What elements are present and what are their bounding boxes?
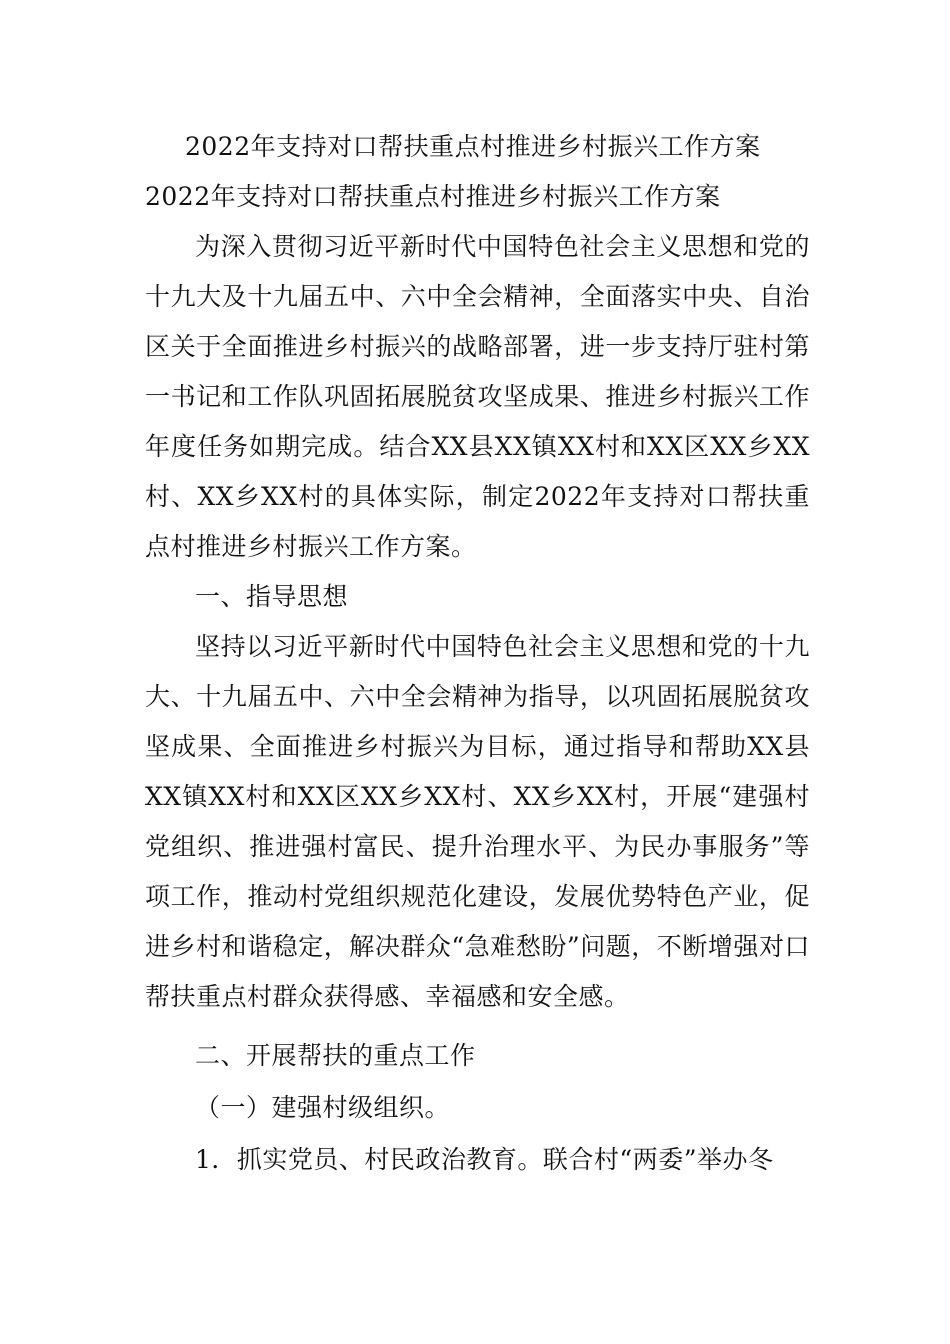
- section-heading-key-work: 二、开展帮扶的重点工作: [195, 1041, 476, 1070]
- subsection-heading-organization: （一）建强村级组织。: [195, 1093, 451, 1122]
- intro-paragraph: 为深入贯彻习近平新时代中国特色社会主义思想和党的十九大及十九届五中、六中全会精神，全面落实中央、自治区关于全面推进乡村振兴的战略部署，进一步支持厅驻村第一书记和工作队巩固拓展脱贫攻坚成果、推进乡村振兴工作年度任务如期完成。结合XX县XX镇XX村和XX区XX乡XX村、XX乡XX村的具体实际，制定2022年支持对口帮扶重点村推进乡村振兴工作方案。: [145, 232, 810, 561]
- document-title: 2022年支持对口帮扶重点村推进乡村振兴工作方案: [185, 132, 761, 161]
- document-subtitle: 2022年支持对口帮扶重点村推进乡村振兴工作方案: [145, 182, 721, 211]
- section-heading-guiding-thought: 一、指导思想: [195, 582, 349, 611]
- document-body: [145, 122, 810, 1185]
- guiding-thought-paragraph: 坚持以习近平新时代中国特色社会主义思想和党的十九大、十九届五中、六中全会精神为指导，以巩固拓展脱贫攻坚成果、全面推进乡村振兴为目标，通过指导和帮助XX县XX镇XX村和XX区XX乡XX村、XX乡XX村，开展“建强村党组织、推进强村富民、提升治理水平、为民办事服务”等项工作，推动村党组织规范化建设，发展优势特色产业，促进乡村和谐稳定，解决群众“急难愁盼”问题，不断增强对口帮扶重点村群众获得感、幸福感和安全感。: [145, 632, 810, 1011]
- item-paragraph-education: 1．抓实党员、村民政治教育。联合村“两委”举办冬: [195, 1145, 774, 1174]
